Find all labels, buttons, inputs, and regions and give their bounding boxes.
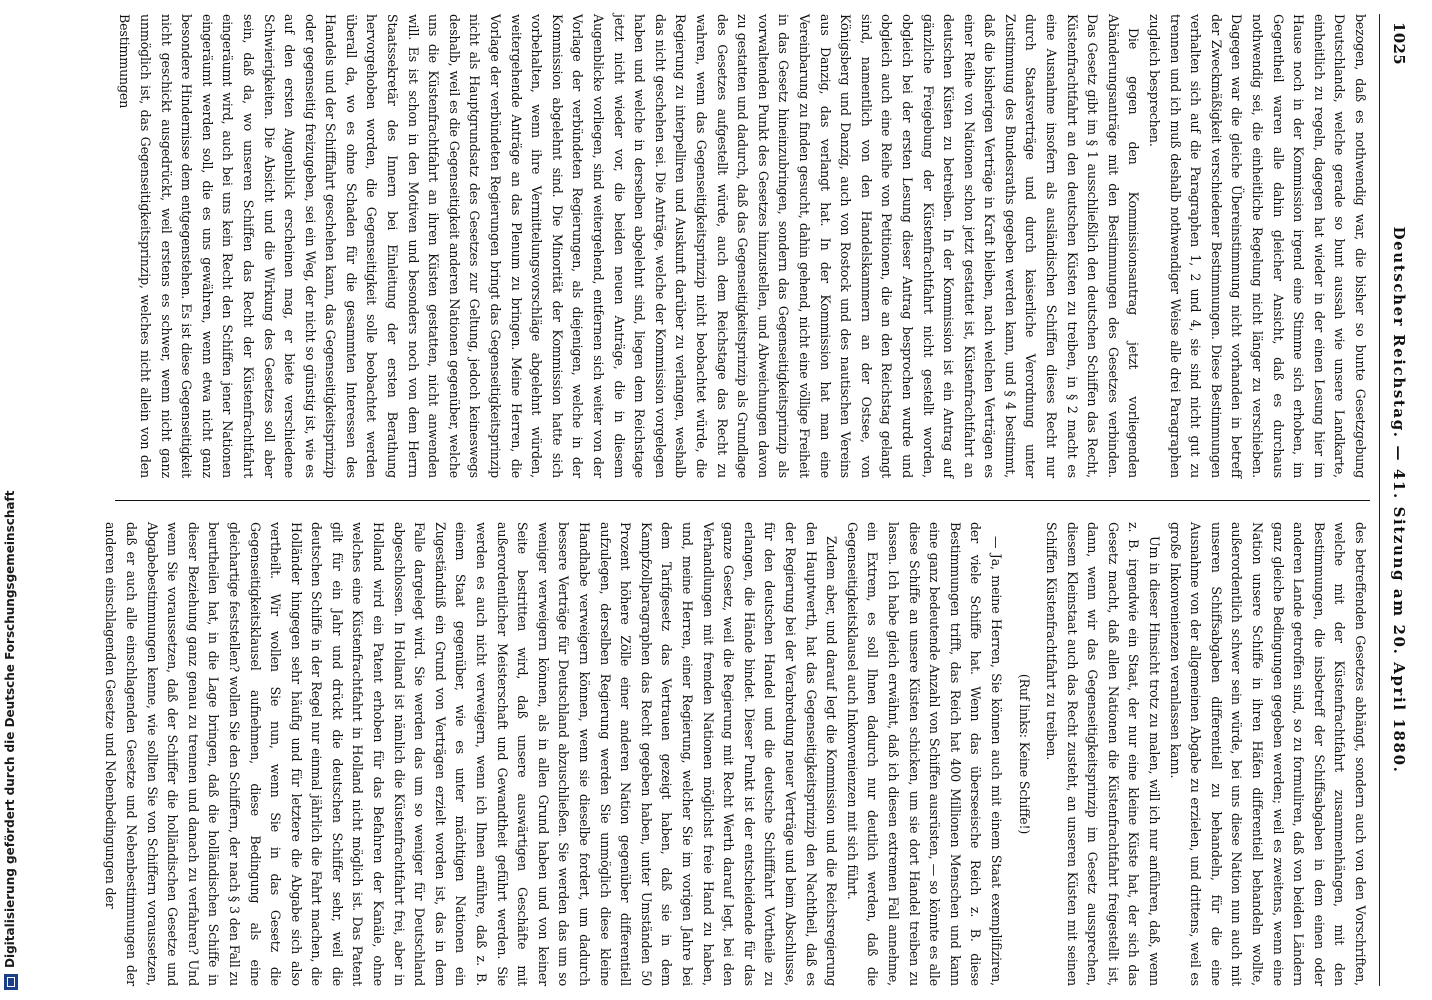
paragraph: bezogen, daß es nothwendig war, die bisher so bunte Gesetzgebung Deutschlands, welche gerade so bunt aussah wie unsere Landkarte, einheitlich zu regeln, dagegen hat wieder in der einen Lesung hier im Hause noch in der Kommission irgend eine Stimme sich erhoben, im Gegentheil waren alle dahin gleicher Ansicht, daß es durchaus nothwendig sei, die einheitliche Regelung nicht länger zu verschieben. Dagegen war die gleiche Übereinstimmung nicht vorhanden in betreff der Zweckmäßigkeit verschiedener Bestimmungen. Diese Bestimmungen verhalten sich auf die Paragraphen 1, 2 und 4, sie sind nicht gut zu trennen und ich muß deshalb nothwendiger Weise alle drei Paragraphen zugleich besprechen. — [1147, 14, 1368, 478]
paragraph: — Ja, meine Herren, Sie können auch mit einem Staat exemplifiziren, der viele Schiffe hat. Wenn das überseeische Reich z. B. diese Bestimmungen trifft, das Reich hat 400 Millionen Menschen und kann eine ganz bedeutende Anzahl von Schiffen ausrüsten, — so könnte es alle diese Schiffe an unsere Küsten schicken, um sie dort Handel treiben zu lassen. Ich habe gleich erwähnt, daß ich diesen extremen Fall annehme, ein Extrem, es soll Ihnen dadurch nur deutlich werden, daß die Gegenseitigkeitsklausel auch Inkonvenienzen mit sich führt. — [844, 522, 1004, 986]
page-number: 1025 — [1390, 22, 1408, 65]
paragraph: Um in dieser Hinsicht trotz zu malen, will ich nur anführen, daß, wenn z. B. irgendwie ein Staat, der nur eine kleine Küste hat, der sich das Gesetz macht, daß allen Nationen die Küstenfrachtfahrt freigestellt ist, dann, wenn wir das Gegenseitigkeitsprinzip im Gesetz aussprechen, diesem Kleinstaat auch das Recht zusteht, an unseren Küsten mit seinen Schiffen Küstenfrachtfahrt zu treiben. — [1044, 522, 1163, 986]
dfg-logo-icon — [4, 974, 18, 990]
digitization-credit — [0, 0, 24, 1000]
column-left — [115, 14, 1370, 478]
paragraph: Die gegen den Kommissionsantrag jetzt vorliegenden Abänderungsanträge mit den Bestimmungen des Gesetzes verbinden. Das Gesetz gibt im § 1 ausschließlich den deutschen Schiffen das Recht, Küstenfrachtfahrt an den deutschen Küsten zu treiben, in § 2 macht es eine Ausnahme insofern als ausländischen Schiffen dieses Recht nur durch Staatsverträge und durch kaiserliche Verordnung unter Zustimmung des Bundesraths gegeben werden kann, und § 4 bestimmt, daß die bisherigen Verträge in Kraft bleiben, nach welchen Verträgen es einer Reihe von Nationen schon jetzt gestattet ist, Küstenfrachtfahrt an deutschen Küsten zu betreiben. In der Kommission ist ein Antrag auf gänzliche Freigebung der Küstenfrachtfahrt nicht gestellt worden, obgleich bei der ersten Lesung dieser Antrag besprochen wurde und obgleich auch eine Reihe von Petitionen, die an den Reichstag gelangt sind, namentlich von den Handelskammern an der Ostsee, von Königsberg und Danzig, auch von Rostock und des nautischen Vereins aus Danzig, das verlangt hat. In der Kommission hat man eine Vereinbarung zu finden gesucht, dahin gehend, nicht eine völlige Freiheit in das Gesetz hineinzubringen, sondern das Gegenseitigkeitsprinzip als vorwaltenden Punkt des Gesetzes hinzustellen, und Abweichungen davon zu gestatten und dadurch, daß das Gegenseitigkeitsprinzip als Grundlage des Gesetzes aufgestellt würde, auch dem Reichstage das Recht zu wahren, wenn das Gegenseitigkeitsprinzip nicht beobachtet würde, die Regierung zu interpelliren und Auskunft darüber zu verlangen, weshalb das nicht geschehen sei. Die Anträge, welche der Kommission vorgelegen haben und welche in derselben abgelehnt sind, liegen dem Reichstage jetzt nicht wieder vor, die beiden neuen Anträge, die in diesem Augenblicke vorliegen, sind weitergehend, entfernen sich weiter von der Vorlage der verbündeten Regierungen, als diejenigen, welche in der Kommission abgelehnt sind. Die Minorität der Kommission hatte sich vorbehalten, wenn ihre Vermittelungsvorschläge abgelehnt würden, weitergehende Anträge an das Plenum zu bringen. Meine Herren, die Vorlage der verbündeten Regierungen bringt das Gegenseitigkeitsprinzip nicht als Hauptgrundsatz des Gesetzes zur Geltung, jedoch keineswegs deshalb, weil es die Gegenseitigkeit anderen Nationen gegenüber, welche uns die Küstenfrachtfahrt an ihren Küsten gestatten, nicht anwenden will. Es ist schon in den Motiven und besonders noch von dem Herrn Staatssekretär des Innern bei Einleitung der ersten Berathung hervorgehoben worden, die Gegenseitigkeit solle beobachtet werden überall da, wo es ohne Schaden für die gesammten Interessen des Handels und der Schifffahrt geschehen kann, das Gegenseitigkeitsprinzip oder gegenseitig freizugeben, sei ein Weg, der nicht so günstig ist, wie es auf den ersten Augenblick erscheinen mag, er biete verschiedene Schwierigkeiten. Die Absicht und die Wirkung des Gesetzes soll aber sein, daß da, wo unseren Schiffen das Recht der Küstenfrachtfahrt eingeräumt wird, auch bei uns kein Recht den Schiffen jener Nationen eingeräumt werden soll, die es uns gewähren, wenn etwa nicht ganz besondere Hindernisse dem entgegenstehen. Es ist diese Gegenseitigkeit nicht geschickt ausgedrückt, weil erstens es schwer, wenn nicht ganz unmöglich ist, das Gegenseitigkeitsprinzip, welches nicht allein von den Bestimmungen — [117, 14, 1142, 478]
page-title: Deutscher Reichstag. — 41. Sitzung am 20. April 1880. — [1390, 226, 1408, 774]
scanned-page — [105, 14, 1410, 986]
header-rule — [1379, 14, 1380, 986]
paragraph: des betreffenden Gesetzes abhängt, sondern auch von den Vorschriften, welche mit der Küstenfrachtfahrt zusammenhängen, mit den Bestimmungen, die insbetreff der Schiffsabgaben in dem einen oder anderen Lande getroffen sind, so zu formuliren, daß von beiden Ländern ganz gleiche Bedingungen gegeben werden; weil es zweitens, wenn eine Nation unsere Schiffe in ihren Häfen differentiell behandeln wollte, außerordentlich schwer sein würde, bei uns diese Nation nun auch mit unseren Schiffsabgaben differentiell zu behandeln, für die eine Ausnahme von der allgemeinen Abgabe zu erzielen, und drittens, weil es große Inkonvenienzen veranlassen kann. — [1167, 522, 1368, 986]
page-header — [1384, 14, 1410, 986]
interjection: (Ruf links: Keine Schiffe!) — [1017, 673, 1033, 835]
column-divider — [115, 500, 1370, 501]
column-right — [103, 522, 1370, 986]
text-columns — [103, 14, 1370, 986]
paragraph: Zudem aber, und darauf legt die Kommission und die Reichsregierung den Hauptwerth, hat das Gegenseitigkeitsprinzip den Nachtheil, daß es der Regierung bei der Verabredung neuer Verträge und beim Abschlusse, für den deutschen Handel und die deutsche Schifffahrt Vortheile zu erlangen, die Hände bindet. Dieser Punkt ist der entscheidende für das ganze Gesetz, weil die Regierung mit Recht Werth darauf legt, bei den Verhandlungen mit fremden Nationen möglichst freie Hand zu haben, und, meine Herren, einer Regierung, welcher Sie im vorigen Jahre bei dem Tarifgesetz das Vertrauen gezeigt haben, daß sie in dem Kampfzollparagraphen das Recht gegeben haben, unter Umständen 50 Prozent höhere Zölle einer anderen Nation gegenüber differentiell aufzulegen, derselben Regierung werden Sie unmöglich diese kleine Handhabe verweigern können, wenn sie dieselbe fordert, um dadurch bessere Verträge für Deutschland abzuschließen. Sie werden das um so weniger verweigern können, als in allen Grund haben und von keiner Seite bestritten wird, daß unsere auswärtigen Geschäfte mit außerordentlicher Meisterschaft und Gewandtheit geführt werden. Sie werden es auch nicht verweigern, wenn ich Ihnen anführe, daß z. B. einem Staat gegenüber, wie es unter mächtigen Nationen ein Zugeständniß ein Grund von Verträgen erzielt worden ist, das in dem Falle dargelegt wird. Sie werden das um so weniger für Deutschland abgeschlossen. In Holland ist nämlich die Küstenfrachtfahrt frei, aber in Holland wird ein Patent erhoben für das Befahren der Kanäle, ohne welches eine Küstenfrachtfahrt in Holland nicht möglich ist. Das Patent gilt für ein Jahr und drückt die deutschen Schiffer sehr, weil die deutschen Schiffe in der Regel nur einmal jährlich die Fahrt machen, die Holländer hingegen sehr häufig und für letztere die Abgabe sich also vertheilt. Wir wollen Sie nun, wenn Sie in das Gesetz die Gegenseitigkeitsklausel aufnehmen, diese Bedingung als eine gleichartige feststellen? wollen Sie den Schiffern, der nach § 3 den Fall zu beurtheilen hat, in die Lage bringen, daß die holländischen Schiffe in dieser Beziehung ganz genau zu trennen und danach zu verfahren? Und wenn Sie voraussetzen, daß der Schiffer die holländischen Gesetze und Abgabebestimmungen kenne, wie sollten Sie von Schiffern voraussetzen, daß er auch alle einschlagenden Gesetze und Nebenbestimmungen der anderen einschlagenden Gesetze und Nebenbedingungen der — [103, 522, 840, 986]
digitization-credit-text: Digitalisierung gefördert durch die Deutsche Forschungsgemeinschaft — [3, 490, 17, 968]
